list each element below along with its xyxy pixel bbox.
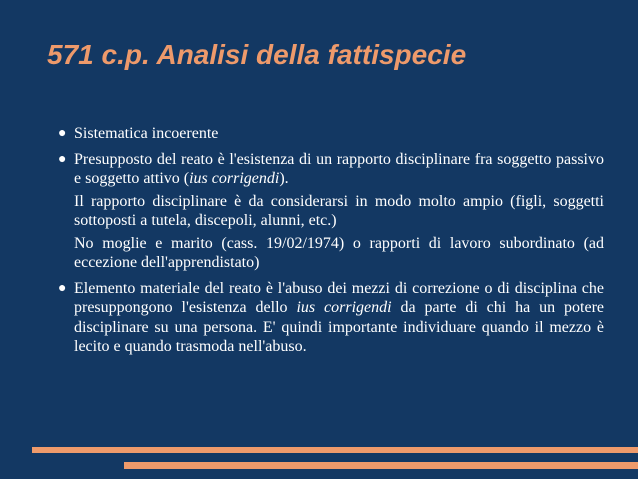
bullet-text: Presupposto del reato è l'esistenza di un rapporto disciplinare fra soggetto passivo e soggetto attivo (: [74, 150, 604, 187]
bullet-item: [32, 150, 604, 189]
bullet-text: Sistematica incoerente: [74, 125, 219, 142]
slide-title: 571 c.p. Analisi della fattispecie: [47, 39, 467, 70]
bullet-text: da parte di chi ha un potere disciplinare su una persona. E' quindi importante individuare quando il mezzo è lecito e quando trasmoda nell'abuso.: [74, 299, 605, 355]
sub-paragraph: Il rapporto disciplinare è da considerarsi in modo molto ampio (figli, soggetti sottoposti a tutela, discepoli, alunni, etc.): [74, 192, 604, 229]
bullet-italic-text: ius corrigendi: [189, 170, 280, 187]
bullet-text: Elemento materiale del reato è l'abuso dei mezzi di correzione o di disciplina che presuppongono l'esistenza dello: [74, 279, 604, 316]
bullet-italic-text: ius corrigendi: [296, 299, 392, 316]
bullet-icon: ●: [58, 151, 67, 167]
sub-paragraph: No moglie e marito (cass. 19/02/1974) o rapporti di lavoro subordinato (ad eccezione dell'apprendistato): [74, 234, 604, 271]
decorative-bar-bottom: [124, 462, 638, 469]
bullet-icon: ●: [58, 126, 67, 141]
bullet-item: [32, 279, 604, 357]
decorative-bar-top: [32, 447, 638, 453]
slide-content: [32, 124, 604, 357]
bullet-item: [32, 124, 604, 144]
bullet-icon: ●: [58, 280, 67, 296]
bullet-text: ).: [279, 170, 289, 187]
